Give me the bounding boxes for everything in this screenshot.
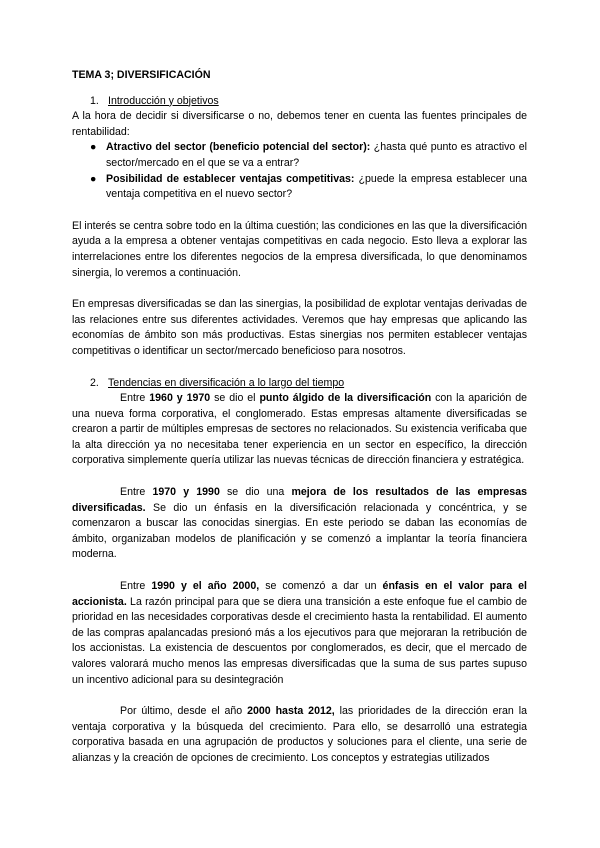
section-1-heading: [72, 94, 527, 110]
document-title: TEMA 3; DIVERSIFICACIÓN: [72, 69, 211, 81]
bullet-dot-icon: ●: [90, 172, 97, 185]
section-2-paragraph-3: Entre 1990 y el año 2000, se comenzó a dar un énfasis en el valor para el accionista. La razón principal para que se diera una transición a este enfoque fue el cambio de prioridad en las necesidades corporativas desde el crecimiento hasta la rentabilidad. El aumento de las compras apalancadas presionó más a los ejecutivos para que mejoraran la retribución de los accionistas. La existencia de descuentos por conglomerados, es decir, que el mercado de valores valorará mucho menos las empresas diversificadas que la suma de sus partes supuso un incentivo adicional para su desintegración: [72, 580, 527, 686]
section-1-paragraph-2: En empresas diversificadas se dan las sinergias, la posibilidad de explotar ventajas derivadas de las relaciones entre sus diferentes actividades. Veremos que hay empresas que aplicando las economías de ámbito son más productivas. Estas sinergias nos permiten establecer ventajas competitivas o identificar un sector/mercado beneficioso para nosotros.: [72, 298, 527, 357]
section-2-paragraph-2: Entre 1970 y 1990 se dio una mejora de los resultados de las empresas diversificadas. Se dio un énfasis en la diversificación relacionada y concéntrica, y se comenzaron a buscar las conocidas sinergias. En este periodo se daban las economías de ámbito, organizaban modelos de planificación y se comenzó a implantar la teoría financiera moderna.: [72, 486, 527, 561]
section-2-title: Tendencias en diversificación a lo largo del tiempo: [108, 376, 345, 389]
section-1-paragraph-1: El interés se centra sobre todo en la última cuestión; las condiciones en las que la diversificación ayuda a la empresa a obtener ventajas competitivas en cada negocio. Esto lleva a explorar las interrelaciones entre los diferentes negocios de la empresa diversificada, lo que denominamos sinergia, lo veremos a continuación.: [72, 219, 527, 279]
bullet-text: ¿hasta qué punto es atractivo el sector/mercado en el que se va a entrar?: [106, 141, 528, 169]
section-1-number: 1.: [90, 94, 99, 107]
section-2-paragraph-1: Entre 1960 y 1970 se dio el punto álgido de la diversificación con la aparición de una nueva forma corporativa, el conglomerado. Estas empresas altamente diversificadas se crearon a partir de múltiples empresas de sectores no relacionados. Su existencia verificaba que la alta dirección ya no necesitaba tener experiencia en un sector en específico, la dirección corporativa simplemente quería utilizar las nuevas técnicas de dirección financiera y estratégica.: [72, 392, 527, 467]
bullet-item: [90, 140, 527, 171]
section-1-title: Introducción y objetivos: [108, 94, 219, 107]
bullet-bold: Posibilidad de establecer ventajas competitivas:: [106, 172, 355, 185]
bullet-item: [90, 172, 527, 203]
document-page: [72, 68, 527, 767]
section-1-bullet-list: [72, 140, 527, 202]
section-2-paragraph-4: Por último, desde el año 2000 hasta 2012, las prioridades de la dirección eran la ventaja corporativa y la búsqueda del crecimiento. Para ello, se desarrolló una estrategia corporativa basada en una agrupación de productos y soluciones para el cliente, una serie de alianzas y la creación de opciones de crecimiento. Los conceptos y estrategias utilizados: [72, 705, 527, 764]
section-1-intro: A la hora de decidir si diversificarse o no, debemos tener en cuenta las fuentes principales de rentabilidad:: [72, 110, 527, 138]
section-2-heading: [72, 376, 527, 392]
bullet-bold: Atractivo del sector (beneficio potencial del sector):: [106, 141, 371, 154]
section-2-number: 2.: [90, 376, 99, 389]
bullet-dot-icon: ●: [90, 141, 97, 154]
bullet-text: ¿puede la empresa establecer una ventaja competitiva en el nuevo sector?: [106, 172, 527, 201]
